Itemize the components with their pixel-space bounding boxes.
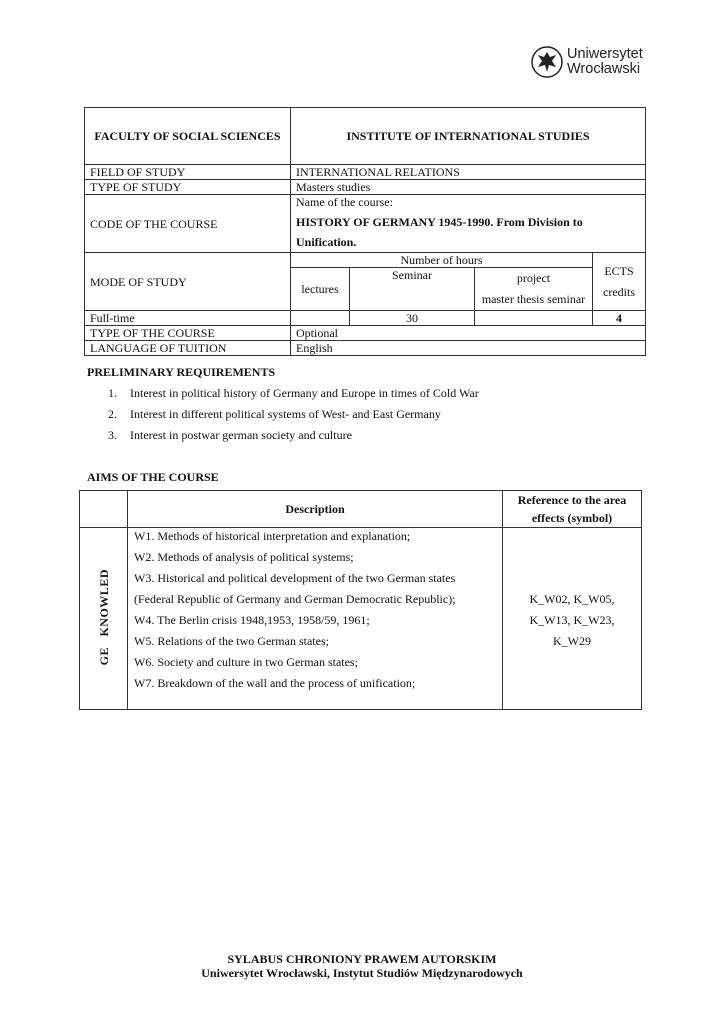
aim-line: W5. Relations of the two German states; xyxy=(134,634,329,648)
aim-line: W1. Methods of historical interpretation and explanation; xyxy=(134,529,411,543)
corner-cell xyxy=(80,491,128,528)
course-name-label: Name of the course: xyxy=(296,195,393,209)
aim-line: W4. The Berlin crisis 1948,1953, 1958/59, 1961; xyxy=(134,613,370,627)
footer xyxy=(0,952,724,980)
requirements-list xyxy=(108,385,479,448)
fulltime-label: Full-time xyxy=(85,311,291,326)
list-item xyxy=(108,385,479,406)
description-cell xyxy=(128,528,503,710)
language-label: LANGUAGE OF TUITION xyxy=(85,341,291,356)
logo-line-2: Wrocławski xyxy=(567,61,641,77)
language-value: English xyxy=(291,341,646,356)
reference-header xyxy=(503,491,642,528)
master-seminar-line: master thesis seminar xyxy=(481,292,586,306)
requirements-heading: PRELIMINARY REQUIREMENTS xyxy=(87,365,276,379)
knowledge-side-cell xyxy=(80,528,128,710)
aim-line: W2. Methods of analysis of political systems; xyxy=(134,550,354,564)
institute-cell: INSTITUTE OF INTERNATIONAL STUDIES xyxy=(291,108,646,165)
item-text: Interest in political history of Germany and Europe in times of Cold War xyxy=(130,386,479,400)
ects-line-2: credits xyxy=(603,284,635,299)
course-type-label: TYPE OF THE COURSE xyxy=(85,326,291,341)
field-label: FIELD OF STUDY xyxy=(85,165,291,180)
item-number: 3. xyxy=(108,428,117,442)
knowledge-label: GE KNOWLED xyxy=(96,568,111,666)
reference-header-line-1: Reference to the area xyxy=(517,493,627,507)
fulltime-ects: 4 xyxy=(593,311,646,326)
reference-line: K_W29 xyxy=(553,634,591,648)
reference-cell xyxy=(503,528,642,710)
faculty-cell: FACULTY OF SOCIAL SCIENCES xyxy=(85,108,291,165)
course-info-table xyxy=(84,107,646,356)
aims-table xyxy=(79,490,642,710)
ects-header xyxy=(593,253,646,311)
type-label: TYPE OF STUDY xyxy=(85,180,291,195)
footer-line-1: SYLABUS CHRONIONY PRAWEM AUTORSKIM xyxy=(227,952,497,966)
aim-line: W7. Breakdown of the wall and the process of unification; xyxy=(134,676,416,690)
description-header: Description xyxy=(128,491,503,528)
fulltime-seminar: 30 xyxy=(350,311,475,326)
aims-heading: AIMS OF THE COURSE xyxy=(87,470,219,484)
code-label: CODE OF THE COURSE xyxy=(85,195,291,253)
course-name-line-2: Unification. xyxy=(296,235,357,249)
project-header xyxy=(475,268,593,311)
aim-line: W6. Society and culture in two German states; xyxy=(134,655,358,669)
university-logo xyxy=(531,45,651,83)
eagle-seal-icon xyxy=(531,45,563,79)
fulltime-project xyxy=(475,311,593,326)
project-line: project xyxy=(516,271,551,285)
course-name-cell xyxy=(291,195,646,253)
aim-line: (Federal Republic of Germany and German Democratic Republic); xyxy=(134,592,456,606)
list-item xyxy=(108,427,479,448)
reference-line: K_W13, K_W23, xyxy=(529,613,615,627)
hours-label: Number of hours xyxy=(291,253,593,268)
item-text: Interest in postwar german society and culture xyxy=(130,428,352,442)
seminar-header: Seminar xyxy=(350,268,475,311)
item-number: 2. xyxy=(108,407,117,421)
aim-line: W3. Historical and political development of the two German states xyxy=(134,571,456,585)
item-text: Interest in different political systems of West- and East Germany xyxy=(130,407,441,421)
list-item xyxy=(108,406,479,427)
footer-line-2: Uniwersytet Wrocławski, Instytut Studiów Międzynarodowych xyxy=(201,966,523,980)
mode-label: MODE OF STUDY xyxy=(85,253,291,311)
reference-line: K_W02, K_W05, xyxy=(529,592,615,606)
item-number: 1. xyxy=(108,386,117,400)
field-value: INTERNATIONAL RELATIONS xyxy=(291,165,646,180)
type-value: Masters studies xyxy=(291,180,646,195)
logo-line-1: Uniwersytet xyxy=(567,46,643,62)
ects-line-1: ECTS xyxy=(604,263,634,278)
fulltime-lectures xyxy=(291,311,350,326)
lectures-header: lectures xyxy=(291,268,350,311)
reference-header-line-2: effects (symbol) xyxy=(531,511,613,525)
course-name-line-1: HISTORY OF GERMANY 1945-1990. From Division to xyxy=(296,215,583,229)
course-type-value: Optional xyxy=(291,326,646,341)
